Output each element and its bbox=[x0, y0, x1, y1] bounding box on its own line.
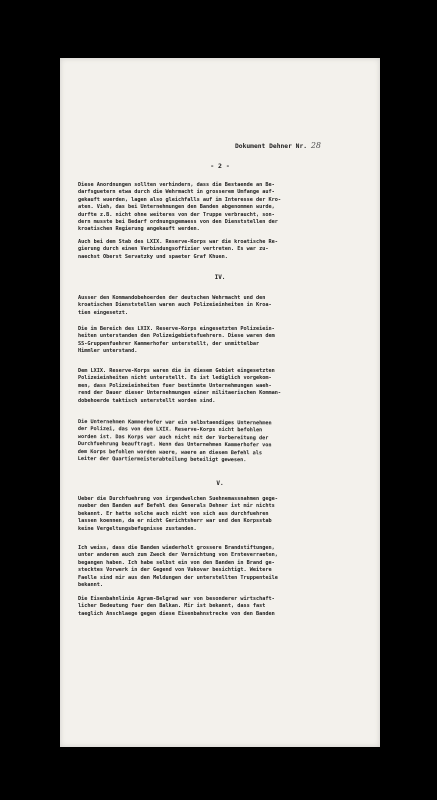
text-line: taeglich Anschlaege gegen diese Eisenbahnstrecke von den Banden bbox=[78, 610, 275, 617]
text-line: dobehoerde taktisch unterstellt worden sind. bbox=[78, 397, 216, 404]
header-label: Dokument Dehner Nr. bbox=[235, 143, 308, 150]
paragraph bbox=[78, 368, 366, 405]
document-page bbox=[60, 58, 380, 747]
paragraph bbox=[78, 596, 366, 618]
text-line: naechst Oberst Servatzky und spaeter Graf Khuen. bbox=[78, 253, 228, 260]
document-header bbox=[235, 141, 321, 150]
text-line: der Polizei, das von dem LXIX. Reserve-Korps nicht befohlen bbox=[77, 426, 263, 434]
paragraph bbox=[78, 545, 366, 589]
paragraph bbox=[78, 182, 366, 234]
text-line: aten. Vieh, das bei Unternehmungen den Banden abgenommen wurde, bbox=[78, 204, 275, 211]
text-line: Die im Bereich des LXIX. Reserve-Korps eingesetzten Polizeiein- bbox=[78, 326, 275, 332]
text-line: gekauft wuerden, lagen also gleichfalls auf im Interesse der Kro- bbox=[78, 196, 282, 203]
text-line: Diese Anordnungen sollten verhindern, dass die Bestaende an Be- bbox=[78, 182, 275, 188]
text-line: keine Vergeltungsbefugnisse zustanden. bbox=[78, 525, 197, 532]
paragraph bbox=[78, 295, 366, 317]
paragraph bbox=[78, 239, 366, 261]
text-line: durfte z.B. nicht ohne weiteres von der Truppe verbraucht, son- bbox=[78, 211, 275, 218]
text-line: kroatischen Dienststellen waren auch Polizeieinheiten in Kroa- bbox=[78, 302, 272, 309]
section-heading: V. bbox=[216, 480, 224, 487]
text-line: Die Unternehmen Kammerhofer war ein selbstaendiges Unternehmen bbox=[77, 419, 272, 427]
text-line: men, dass Polizeieinheiten fuer bestimmte Unternehmungen waeh- bbox=[78, 382, 272, 389]
text-line: SS-Gruppenfuehrer Kammerhofer unterstellt, der unmittelbar bbox=[78, 340, 260, 347]
text-line: heiten unterstanden den Polizeigebietsfuehrern. Diese waren dem bbox=[78, 333, 275, 340]
text-line: Leiter der Quartiermeisterabteilung beteiligt gewesen. bbox=[77, 456, 247, 464]
text-line: dern musste bei Bedarf ordnungsgemaess von den Dienststellen der bbox=[78, 219, 278, 226]
text-line: Auch bei dem Stab des LXIX. Reserve-Korps war die kroatische Re- bbox=[78, 239, 278, 245]
text-line: licher Bedeutung fuer den Balkan. Mir ist bekannt, dass fast bbox=[78, 603, 266, 610]
text-line: Ich weiss, dass die Banden wiederholt grossere Brandstiftungen, bbox=[78, 545, 275, 551]
page-number: - 2 - bbox=[210, 162, 230, 170]
text-line: bekannt. bbox=[78, 582, 103, 589]
text-line: nueber den Banden auf Befehl des Generals Dehner ist mir nichts bbox=[78, 503, 275, 510]
header-number: 28 bbox=[310, 141, 322, 150]
text-line: darfsguetern etwa durch die Wehrmacht in grosserem Umfange auf- bbox=[78, 189, 275, 196]
text-line: gierung durch einen Verbindungsoffizier vertreten. Es war zu- bbox=[78, 246, 269, 253]
text-line: worden ist. Das Korps war auch nicht mit der Vorbereitung der bbox=[77, 433, 269, 442]
text-line: Durchfuehrung beauftragt. Wenn das Unternehmen Kammerhofer von bbox=[77, 441, 272, 449]
text-line: Polizeieinheiten nicht unterstellt. Es ist lediglich vorgekom- bbox=[78, 375, 272, 382]
section-heading: IV. bbox=[214, 274, 226, 281]
text-line: rend der Dauer dieser Unternehmungen einer militaerischen Komman- bbox=[78, 390, 282, 397]
text-line: Faelle sind mir aus den Meldungen der unterstellten Truppenteile bbox=[78, 574, 278, 581]
text-line: tien eingesetzt. bbox=[78, 309, 128, 316]
paragraph bbox=[78, 326, 366, 356]
text-line: kroatischen Regierung angekauft werden. bbox=[78, 226, 200, 233]
text-line: begangen haben. Ich habe selbst ein von den Banden in Brand ge- bbox=[78, 559, 275, 566]
text-line: Ausser den Kommandobehoerden der deutschen Wehrmacht und den bbox=[78, 295, 266, 301]
text-line: lassen koennen, da er nicht Gerichtsherr war und den Korpsstab bbox=[78, 518, 272, 525]
text-line: Ueber die Durchfuehrung von irgendwelchen Suehnemassnahmen gege- bbox=[78, 496, 278, 502]
paragraph bbox=[78, 419, 366, 465]
text-line: Die Eisenbahnlinie Agram-Belgrad war von besonderer wirtschaft- bbox=[78, 596, 275, 602]
paragraph bbox=[78, 496, 366, 533]
text-line: dem Korps befohlen worden waere, waere an diesem Befehl als bbox=[77, 448, 263, 456]
text-line: unter anderem auch zum Zweck der Vernichtung von Ernteverraeten, bbox=[78, 552, 278, 559]
text-line: bekannt. Er hatte solche auch nicht von sich aus durchfuehren bbox=[78, 510, 269, 517]
text-line: stecktes Vorwerk in der Gegend von Vukovar besichtigt. Weitere bbox=[78, 567, 272, 574]
text-line: Himmler unterstand. bbox=[78, 348, 138, 355]
text-line: Dem LXIX. Reserve-Korps waren die in diesem Gebiet eingesetzten bbox=[78, 368, 275, 374]
